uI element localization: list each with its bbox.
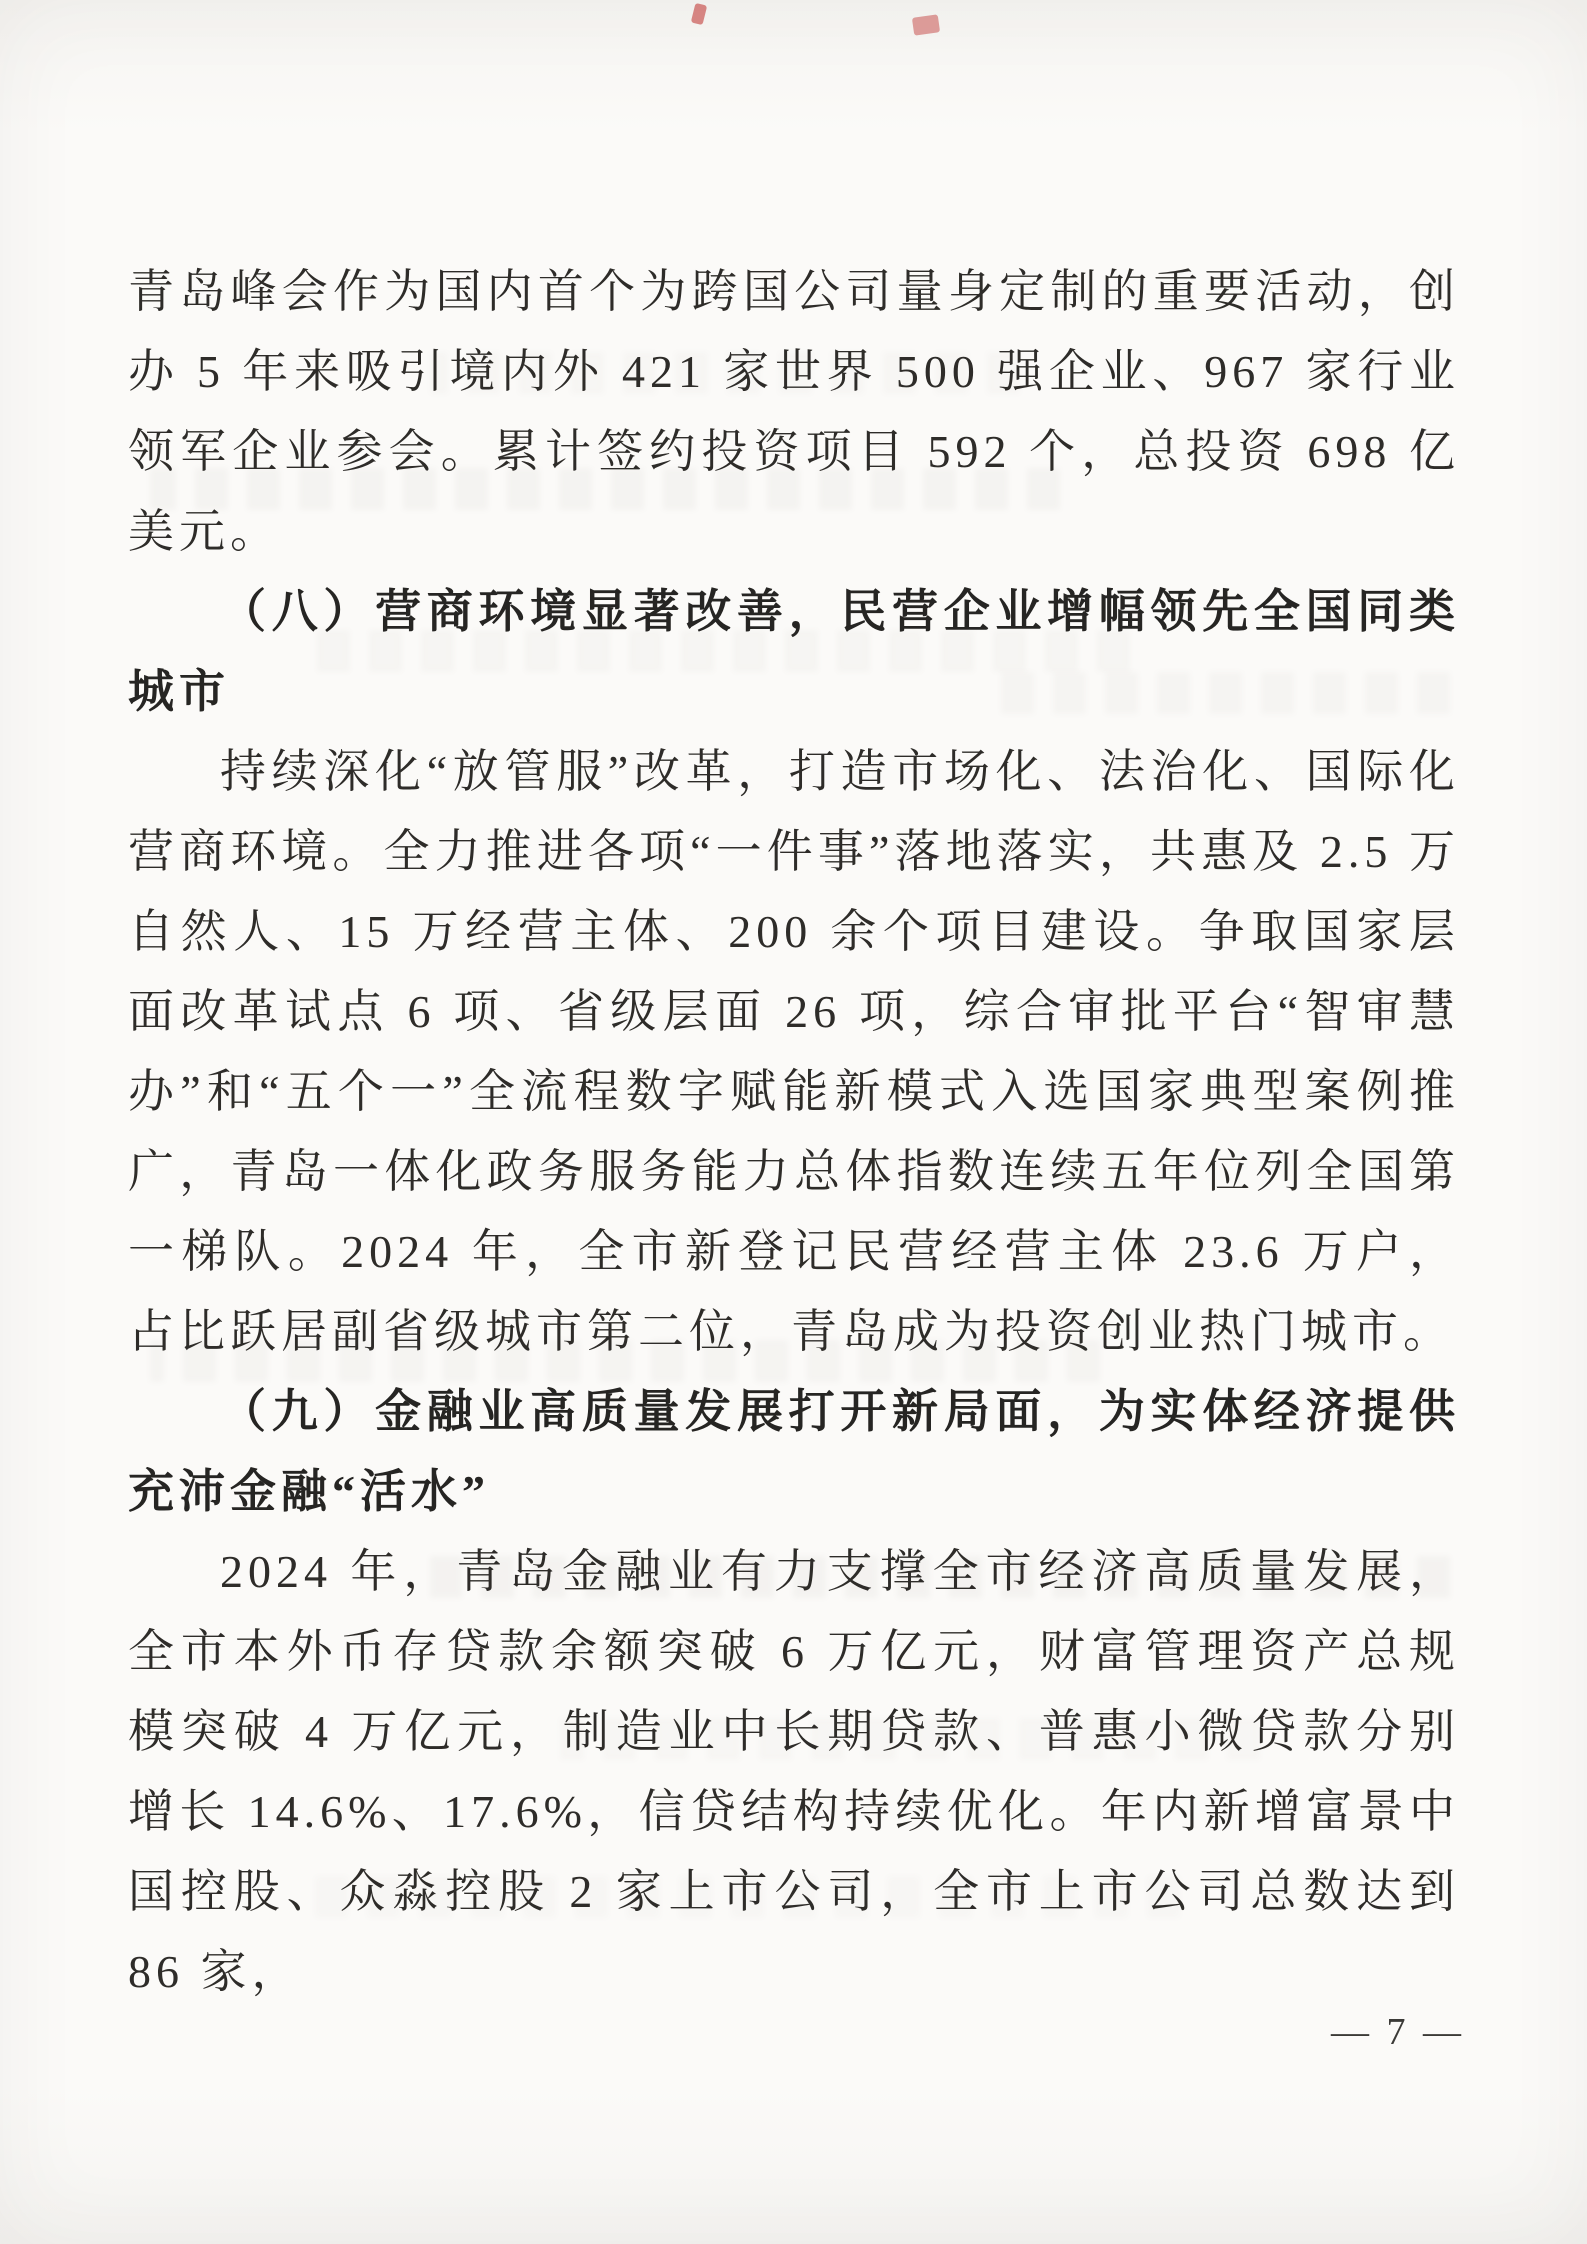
heading-section-8-business-environment: （八）营商环境显著改善，民营企业增幅领先全国同类城市 [128, 586, 1460, 717]
paragraph-finance-detail: 2024 年，青岛金融业有力支撑全市经济高质量发展，全市本外币存贷款余额突破 6 万亿元，财富管理资产总规模突破 4 万亿元，制造业中长期贷款、普惠小微贷款分别增长 14.6%、17.6%，信贷结构持续优化。年内新增富景中国控股、众淼控股 2 家上市公司，全市上市公司总数达到 86 家， [128, 1546, 1460, 1997]
heading-section-9-finance: （九）金融业高质量发展打开新局面，为实体经济提供充沛金融“活水” [128, 1386, 1460, 1517]
paragraph-summit-results: 青岛峰会作为国内首个为跨国公司量身定制的重要活动，创办 5 年来吸引境内外 421 家世界 500 强企业、967 家行业领军企业参会。累计签约投资项目 592 个，总投资 698 亿美元。 [128, 266, 1461, 557]
page-number: — 7 — [1331, 2011, 1465, 2053]
red-scan-artifact [691, 3, 707, 25]
document-body [128, 252, 1460, 2012]
red-scan-artifact [912, 14, 940, 35]
paragraph-business-environment-detail: 持续深化“放管服”改革，打造市场化、法治化、国际化营商环境。全力推进各项“一件事”落地落实，共惠及 2.5 万自然人、15 万经营主体、200 余个项目建设。争取国家层面改革试点 6 项、省级层面 26 项，综合审批平台“智审慧办”和“五个一”全流程数字赋能新模式入选国家典型案例推广，青岛一体化政务服务能力总体指数连续五年位列全国第一梯队。2024 年，全市新登记民营经营主体 23.6 万户，占比跃居副省级城市第二位，青岛成为投资创业热门城市。 [128, 746, 1460, 1357]
